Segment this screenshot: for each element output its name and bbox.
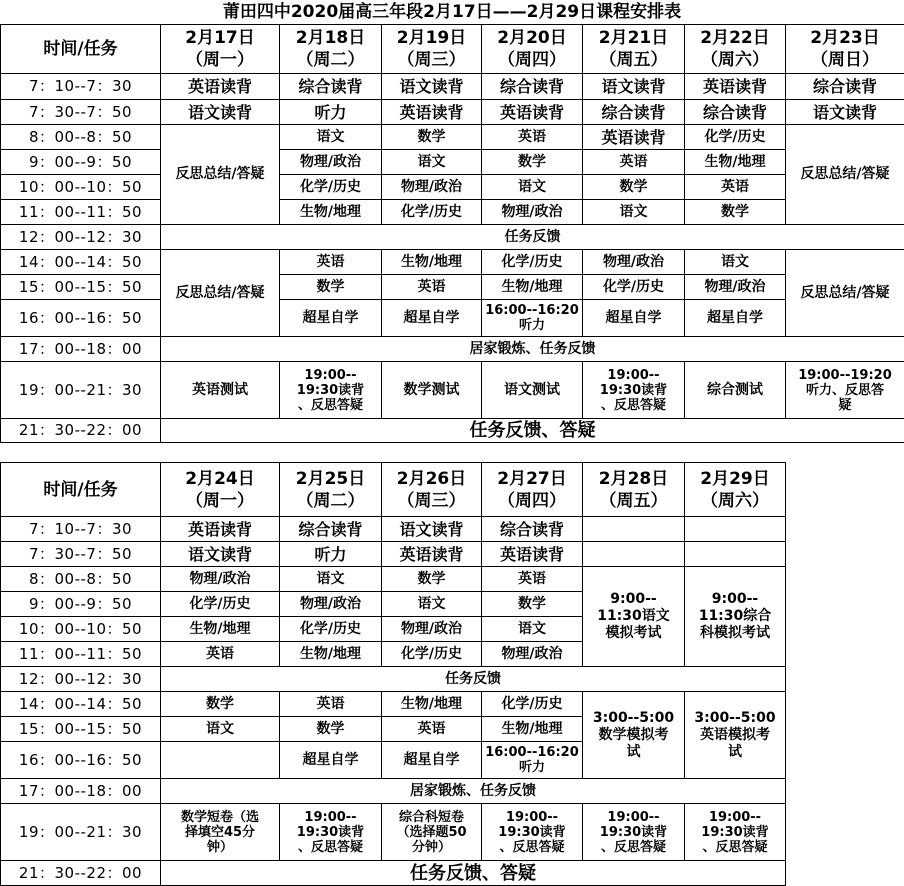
exercise-cell: 居家锻炼、任务反馈 [161, 337, 904, 362]
day-header: 2月19日 （周三） [382, 25, 482, 74]
day-header: 2月23日 （周日） [786, 25, 904, 74]
schedule-cell: 语文 [685, 250, 786, 275]
time-slot: 8：00--8：50 [1, 125, 161, 150]
time-slot: 19：00--21：30 [1, 362, 161, 419]
schedule-cell: 综合读背 [280, 517, 382, 542]
schedule-cell: 物理/政治 [685, 275, 786, 300]
schedule-cell: 16:00--16:20听力 [482, 742, 583, 779]
schedule-cell: 英语 [482, 567, 583, 592]
time-slot: 11：00--11：50 [1, 642, 161, 667]
schedule-cell: 英语读背 [482, 542, 583, 567]
time-slot: 12：00--12：30 [1, 667, 161, 692]
time-slot: 8：00--8：50 [1, 567, 161, 592]
schedule-cell: 16:00--16:20听力 [482, 300, 583, 337]
schedule-cell: 生物/地理 [280, 200, 382, 225]
evening-cell: 英语测试 [161, 362, 280, 419]
empty-cell [161, 742, 280, 779]
day-header: 2月25日 （周二） [280, 463, 382, 517]
time-slot: 14：00--14：50 [1, 692, 161, 717]
schedule-cell: 综合读背 [482, 74, 583, 100]
day-header: 2月29日 （周六） [685, 463, 786, 517]
schedule-cell: 化学/历史 [161, 592, 280, 617]
schedule-cell: 物理/政治 [280, 592, 382, 617]
time-slot: 9：00--9：50 [1, 592, 161, 617]
schedule-cell: 语文 [482, 617, 583, 642]
table-row [1, 692, 786, 717]
exam-cell: 9:00-- 11:30语文 模拟考试 [583, 567, 685, 667]
schedule-cell: 数学 [280, 275, 382, 300]
time-slot: 11：00--11：50 [1, 200, 161, 225]
table-row [1, 250, 904, 275]
schedule-cell: 数学 [280, 717, 382, 742]
late-feedback-cell: 任务反馈、答疑 [161, 861, 786, 886]
schedule-cell: 生物/地理 [482, 275, 583, 300]
day-header: 2月26日 （周三） [382, 463, 482, 517]
schedule-cell: 语文读背 [161, 100, 280, 125]
schedule-cell: 超星自学 [382, 300, 482, 337]
schedule-cell: 英语 [382, 275, 482, 300]
table-row [1, 779, 786, 804]
late-feedback-cell: 任务反馈、答疑 [161, 419, 904, 443]
schedule-cell: 综合读背 [786, 74, 904, 100]
noon-feedback-cell: 任务反馈 [161, 667, 786, 692]
schedule-cell: 语文读背 [382, 74, 482, 100]
schedule-cell: 物理/政治 [161, 567, 280, 592]
time-slot: 17：00--18：00 [1, 337, 161, 362]
schedule-cell: 英语读背 [382, 542, 482, 567]
time-slot: 7：10--7：30 [1, 74, 161, 100]
schedule-cell: 语文 [280, 567, 382, 592]
review-cell: 反思总结/答疑 [161, 250, 280, 337]
schedule-cell: 英语读背 [161, 74, 280, 100]
schedule-cell: 语文读背 [786, 100, 904, 125]
header-row [1, 463, 786, 517]
schedule-cell: 化学/历史 [583, 275, 685, 300]
schedule-cell: 生物/地理 [280, 642, 382, 667]
evening-cell: 19:00-- 19:30读背 、反思答疑 [482, 804, 583, 861]
schedule-cell: 数学 [583, 175, 685, 200]
header-row [1, 25, 904, 74]
time-slot: 19：00--21：30 [1, 804, 161, 861]
day-header: 2月24日 （周一） [161, 463, 280, 517]
time-slot: 10：00--10：50 [1, 175, 161, 200]
evening-cell: 综合测试 [685, 362, 786, 419]
schedule-cell: 英语 [280, 692, 382, 717]
schedule-cell: 生物/地理 [161, 617, 280, 642]
evening-cell: 19:00-- 19:30读背 、反思答疑 [583, 362, 685, 419]
schedule-cell: 化学/历史 [280, 175, 382, 200]
table-row [1, 517, 786, 542]
schedule-cell: 物理/政治 [583, 250, 685, 275]
exam-cell: 9:00-- 11:30综合 科模拟考试 [685, 567, 786, 667]
time-slot: 7：10--7：30 [1, 517, 161, 542]
schedule-cell: 生物/地理 [382, 692, 482, 717]
table-row [1, 362, 904, 419]
schedule-cell: 数学 [382, 125, 482, 150]
schedule-cell: 英语读背 [583, 125, 685, 150]
schedule-cell: 数学 [382, 567, 482, 592]
table-row [1, 200, 904, 225]
time-slot: 16：00--16：50 [1, 742, 161, 779]
schedule-cell: 超星自学 [280, 742, 382, 779]
day-header: 2月20日 （周四） [482, 25, 583, 74]
schedule-cell: 英语 [161, 642, 280, 667]
exercise-cell: 居家锻炼、任务反馈 [161, 779, 786, 804]
exam-cell: 3:00--5:00 英语模拟考 试 [685, 692, 786, 779]
schedule-cell: 超星自学 [280, 300, 382, 337]
time-slot: 7：30--7：50 [1, 100, 161, 125]
noon-feedback-cell: 任务反馈 [161, 225, 904, 250]
day-header: 2月28日 （周五） [583, 463, 685, 517]
table-row [1, 667, 786, 692]
evening-cell: 语文测试 [482, 362, 583, 419]
evening-cell: 19:00-- 19:30读背 、反思答疑 [280, 804, 382, 861]
schedule-cell: 化学/历史 [280, 617, 382, 642]
schedule-cell: 化学/历史 [685, 125, 786, 150]
table-row [1, 542, 786, 567]
schedule-cell: 语文 [382, 592, 482, 617]
evening-cell: 19:00-- 19:30读背 、反思答疑 [685, 804, 786, 861]
schedule-cell: 听力 [280, 542, 382, 567]
evening-cell: 数学短卷（选 择填空45分 钟） [161, 804, 280, 861]
schedule-cell: 化学/历史 [382, 642, 482, 667]
schedule-cell: 语文读背 [583, 74, 685, 100]
schedule-cell: 物理/政治 [382, 617, 482, 642]
schedule-cell: 生物/地理 [482, 717, 583, 742]
time-slot: 16：00--16：50 [1, 300, 161, 337]
schedule-cell: 英语读背 [482, 100, 583, 125]
schedule-cell: 数学 [161, 692, 280, 717]
schedule-cell: 语文 [583, 200, 685, 225]
schedule-cell: 英语读背 [685, 74, 786, 100]
evening-cell: 19:00-- 19:30读背 、反思答疑 [280, 362, 382, 419]
schedule-cell: 综合读背 [280, 74, 382, 100]
schedule-cell: 英语 [583, 150, 685, 175]
table-row [1, 74, 904, 100]
evening-cell: 综合科短卷 （选择题50 分钟） [382, 804, 482, 861]
day-header: 2月21日 （周五） [583, 25, 685, 74]
time-slot: 15：00--15：50 [1, 717, 161, 742]
schedule-cell: 数学 [482, 592, 583, 617]
schedule-cell: 生物/地理 [382, 250, 482, 275]
schedule-cell: 语文读背 [161, 542, 280, 567]
schedule-cell: 英语读背 [161, 517, 280, 542]
empty-cell [583, 542, 685, 567]
schedule-cell: 超星自学 [685, 300, 786, 337]
empty-cell [583, 517, 685, 542]
schedule-cell: 语文读背 [382, 517, 482, 542]
day-header: 2月17日 （周一） [161, 25, 280, 74]
review-cell: 反思总结/答疑 [161, 125, 280, 225]
table-row [1, 337, 904, 362]
table-row [1, 567, 786, 592]
table-row [1, 150, 904, 175]
time-slot: 21：30--22：00 [1, 419, 161, 443]
schedule-cell: 超星自学 [382, 742, 482, 779]
exam-cell: 3:00--5:00 数学模拟考 试 [583, 692, 685, 779]
time-slot: 7：30--7：50 [1, 542, 161, 567]
time-slot: 9：00--9：50 [1, 150, 161, 175]
schedule-cell: 英语 [482, 125, 583, 150]
review-cell: 反思总结/答疑 [786, 125, 904, 225]
table-row [1, 804, 786, 861]
empty-cell [685, 542, 786, 567]
table-row [1, 300, 904, 337]
schedule-table-week1 [0, 24, 904, 443]
schedule-cell: 物理/政治 [482, 200, 583, 225]
day-header: 2月18日 （周二） [280, 25, 382, 74]
schedule-cell: 化学/历史 [482, 692, 583, 717]
review-cell: 反思总结/答疑 [786, 250, 904, 337]
schedule-cell: 生物/地理 [685, 150, 786, 175]
page-title: 莆田四中2020届高三年段2月17日——2月29日课程安排表 [0, 0, 904, 24]
evening-cell: 19:00--19:20 听力、反思答 疑 [786, 362, 904, 419]
schedule-cell: 物理/政治 [482, 642, 583, 667]
schedule-cell: 化学/历史 [382, 200, 482, 225]
table-row [1, 175, 904, 200]
evening-cell: 19:00-- 19:30读背 、反思答疑 [583, 804, 685, 861]
table-row [1, 275, 904, 300]
schedule-cell: 数学 [685, 200, 786, 225]
schedule-cell: 综合读背 [482, 517, 583, 542]
schedule-cell: 语文 [161, 717, 280, 742]
time-slot: 21：30--22：00 [1, 861, 161, 886]
schedule-cell: 英语 [685, 175, 786, 200]
time-slot: 10：00--10：50 [1, 617, 161, 642]
time-slot: 17：00--18：00 [1, 779, 161, 804]
schedule-cell: 化学/历史 [482, 250, 583, 275]
schedule-cell: 超星自学 [583, 300, 685, 337]
corner-cell: 时间/任务 [1, 463, 161, 517]
schedule-cell: 数学 [482, 150, 583, 175]
schedule-cell: 物理/政治 [382, 175, 482, 200]
time-slot: 12：00--12：30 [1, 225, 161, 250]
schedule-cell: 综合读背 [685, 100, 786, 125]
corner-cell: 时间/任务 [1, 25, 161, 74]
day-header: 2月22日 （周六） [685, 25, 786, 74]
schedule-cell: 听力 [280, 100, 382, 125]
table-row [1, 419, 904, 443]
table-row [1, 861, 786, 886]
schedule-cell: 英语 [382, 717, 482, 742]
schedule-cell: 语文 [482, 175, 583, 200]
schedule-table-week2 [0, 462, 786, 886]
schedule-cell: 英语读背 [382, 100, 482, 125]
day-header: 2月27日 （周四） [482, 463, 583, 517]
schedule-cell: 综合读背 [583, 100, 685, 125]
time-slot: 14：00--14：50 [1, 250, 161, 275]
table-row [1, 225, 904, 250]
schedule-cell: 语文 [382, 150, 482, 175]
table-row [1, 125, 904, 150]
schedule-cell: 语文 [280, 125, 382, 150]
table-row [1, 100, 904, 125]
schedule-cell: 英语 [280, 250, 382, 275]
empty-cell [685, 517, 786, 542]
evening-cell: 数学测试 [382, 362, 482, 419]
schedule-cell: 物理/政治 [280, 150, 382, 175]
time-slot: 15：00--15：50 [1, 275, 161, 300]
